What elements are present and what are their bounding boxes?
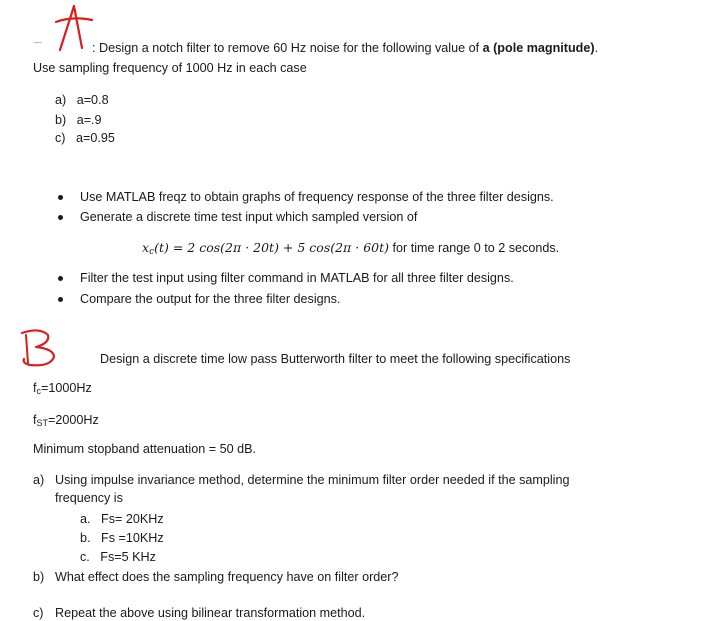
question-a-line2: frequency is (55, 491, 123, 505)
part-a-subheading: Use sampling frequency of 1000 Hz in each case (33, 61, 307, 75)
part-b-heading: Design a discrete time low pass Butterworth filter to meet the following specifications (100, 352, 571, 366)
bullet-item: Compare the output for the three filter designs. (80, 292, 341, 306)
part-a-heading: : Design a notch filter to remove 60 Hz noise for the following value of a (pole magnitude). (92, 41, 599, 55)
list-item: b. Fs =10KHz (80, 531, 164, 545)
question-a-marker: a) (33, 473, 45, 487)
handwritten-b-mark (10, 325, 80, 370)
equation-line: $x_c(t) = 2$ cos(2π · 20t) + 5 cos(2π · 60t) for time range 0 to 2 seconds. (142, 240, 560, 257)
question-c-marker: c) (33, 606, 44, 620)
spec-fst: $f_{ST}=2000Hz$ (33, 413, 99, 428)
spec-attenuation: Minimum stopband attenuation = 50 dB. (33, 442, 256, 456)
question-b-marker: b) (33, 570, 45, 584)
question-b: What effect does the sampling frequency have on filter order? (55, 570, 399, 584)
spec-fc: $f_c=1000Hz$ (33, 381, 92, 396)
question-c: Repeat the above using bilinear transformation method. (55, 606, 366, 620)
list-item: a) a=0.8 (55, 93, 109, 107)
question-a-line1: Using impulse invariance method, determine the minimum filter order needed if the sampling (55, 473, 570, 487)
list-item: c) a=0.95 (55, 131, 115, 145)
handwritten-tick (34, 42, 42, 43)
bullet-item: Filter the test input using filter command in MATLAB for all three filter designs. (80, 271, 514, 285)
bullet-item: Use MATLAB freqz to obtain graphs of frequency response of the three filter designs. (80, 190, 554, 204)
bullet-item: Generate a discrete time test input which sampled version of (80, 210, 418, 224)
list-item: b) a=.9 (55, 113, 102, 127)
list-item: a. Fs= 20KHz (80, 512, 164, 526)
list-item: c. Fs=5 KHz (80, 550, 156, 564)
